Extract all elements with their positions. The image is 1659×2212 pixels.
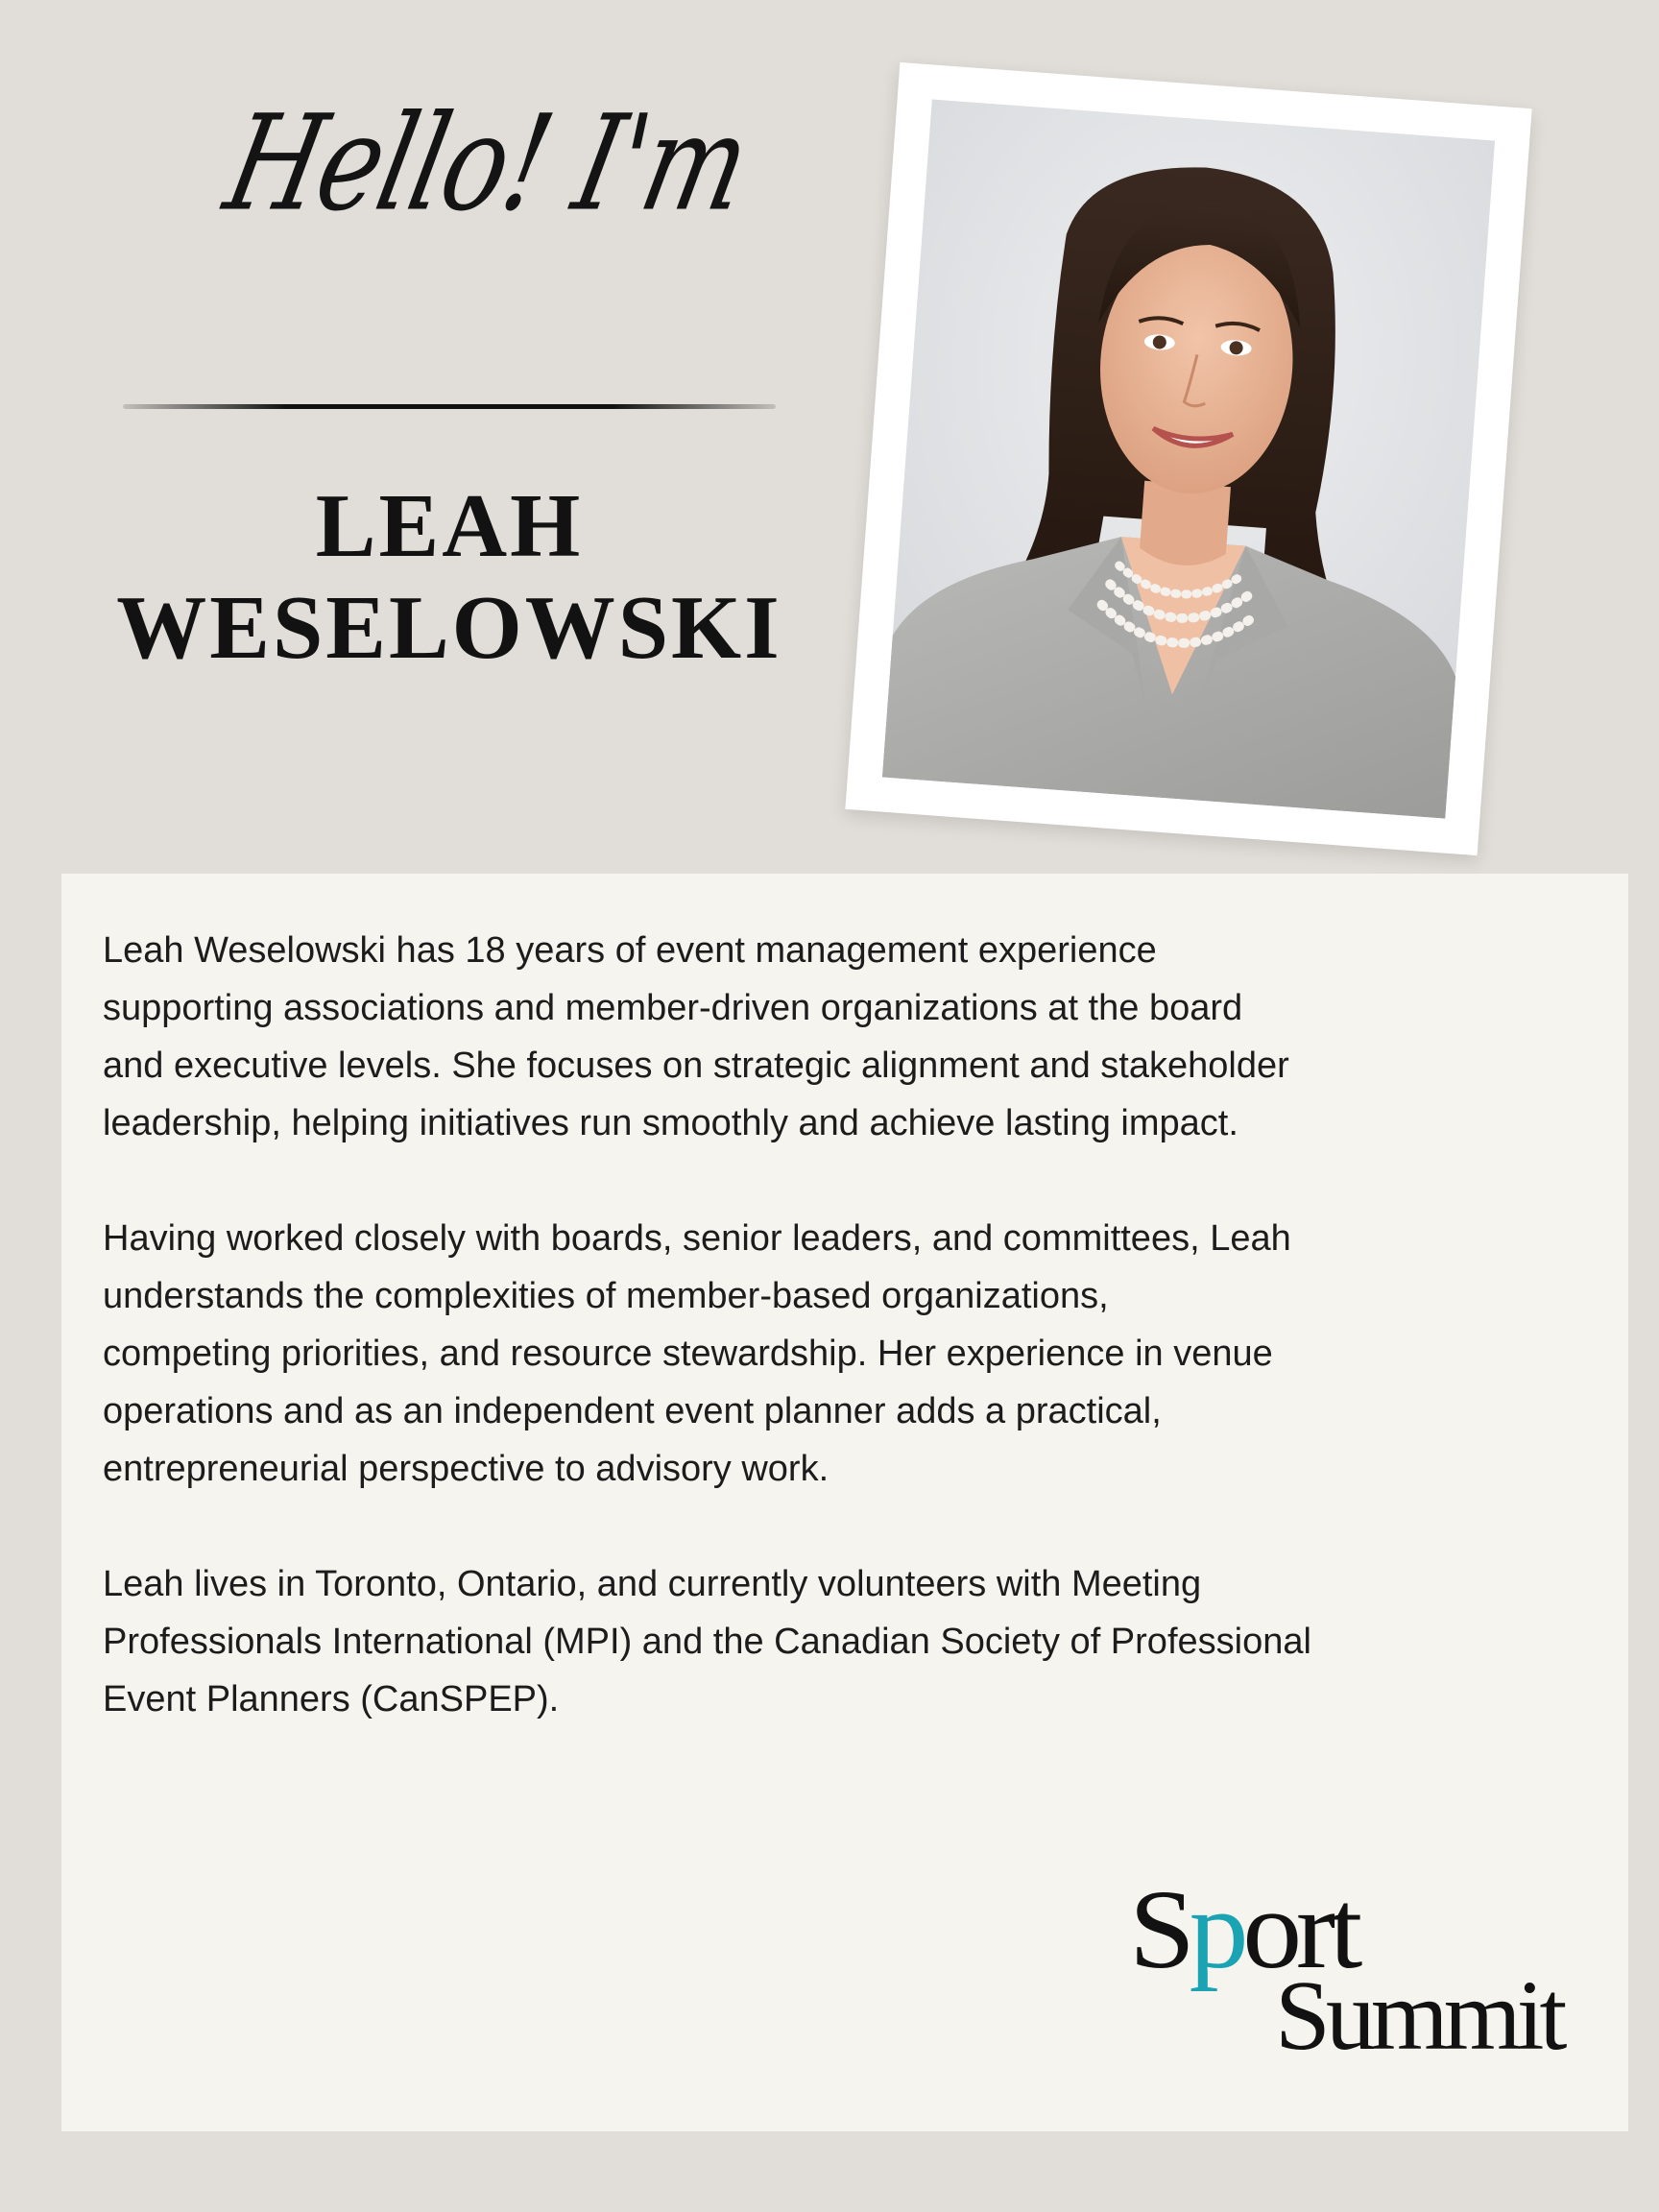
bio-paragraph-experience: Leah Weselowski has 18 years of event management experience supporting associations and member-driven organizations at the board and executive levels. She focuses on strategic alignment and stakeholder leadership, helping initiatives run smoothly and achieve lasting impact. xyxy=(103,930,1289,1143)
bio-paragraph-volunteering: Leah lives in Toronto, Ontario, and currently volunteers with Meeting Professionals International (MPI) and the Canadian Society of Professional Event Planners (CanSPEP). xyxy=(103,1564,1311,1719)
portrait-photo xyxy=(882,99,1495,818)
name-line-first: LEAH xyxy=(315,476,584,576)
name-line-last: WESELOWSKI xyxy=(116,578,782,678)
bio-text xyxy=(103,922,1620,1786)
logo-letter-s: S xyxy=(1129,1866,1190,1992)
bio-paragraph-expertise: Having worked closely with boards, senior leaders, and committees, Leah understands the complexities of member-based organizations, competing priorities, and resource stewardship. Her experience in venue operations and as an independent event planner adds a practical, entrepreneurial perspective to advisory work. xyxy=(103,1218,1291,1489)
header-divider xyxy=(123,404,776,409)
greeting-script: Hello! I'm xyxy=(213,86,760,240)
logo-word-summit: Summit xyxy=(1275,1960,1563,2071)
person-name xyxy=(115,475,783,679)
logo-letter-p-accent: p xyxy=(1189,1866,1243,1992)
sport-summit-logo xyxy=(1129,1866,1580,2083)
logo-letters-ort: ort xyxy=(1242,1866,1358,1992)
portrait-photo-frame xyxy=(845,62,1531,855)
bio-card xyxy=(61,874,1628,2131)
